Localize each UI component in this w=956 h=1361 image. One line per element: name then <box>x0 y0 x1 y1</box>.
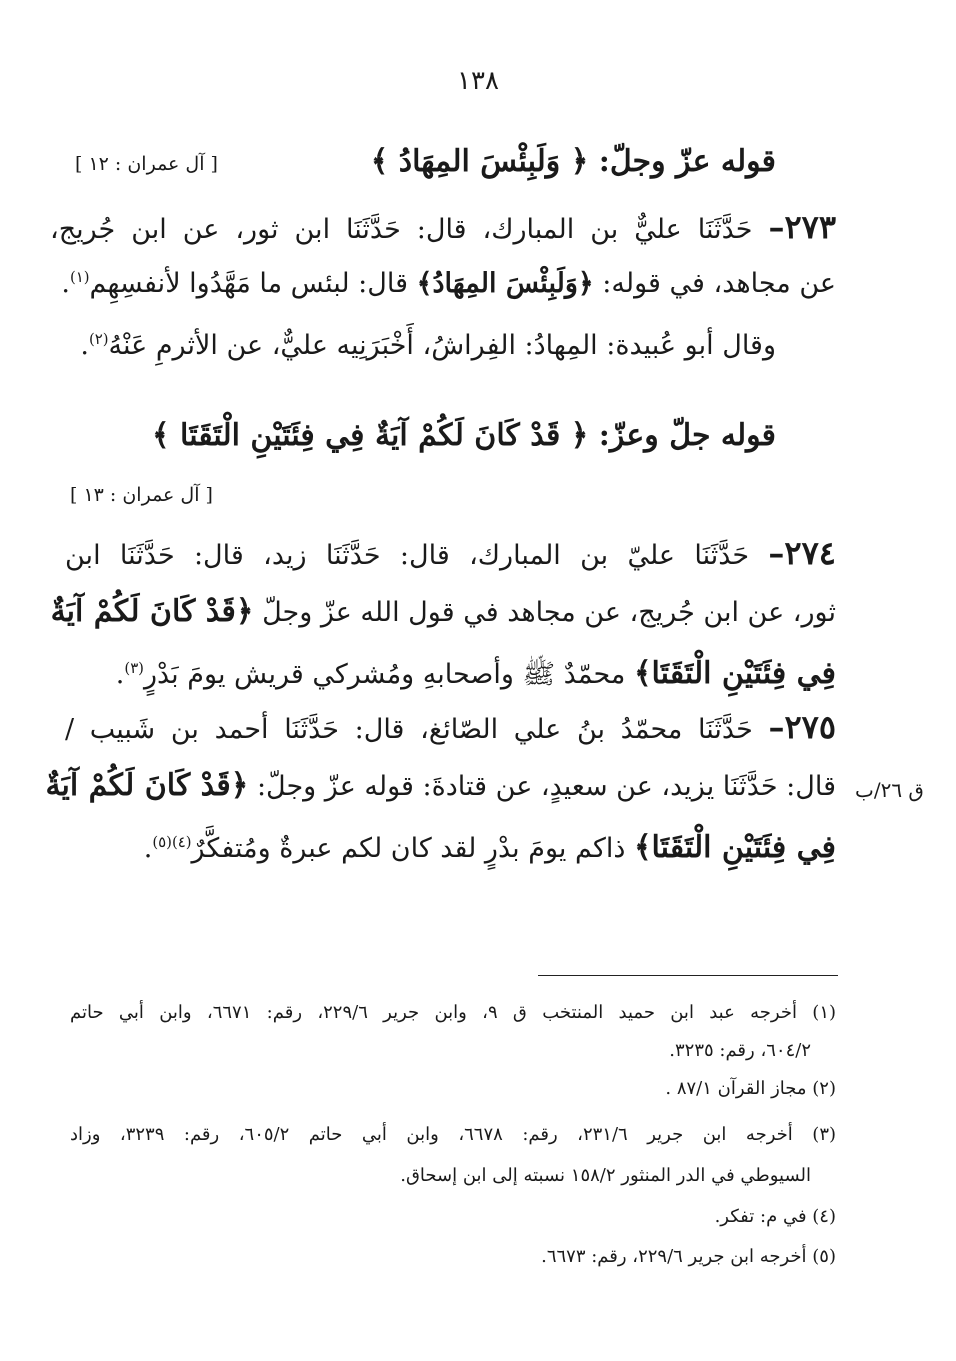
period: . <box>61 268 70 299</box>
isnad-text: حَدَّثَنَا عليٌّ بن المبارك، قال: حَدَّثَنَا ابن ثور، عن ابن جُريج، <box>50 214 753 245</box>
footnote-2: (٢) مجاز القرآن ٨٧/١ . <box>665 1078 836 1099</box>
quran-verse: ﴿قَدْ كَانَ لَكُمْ آيَةٌ <box>45 768 249 803</box>
footnote-ref: (٣) <box>124 659 144 677</box>
footnote-separator <box>538 975 838 976</box>
quran-verse: ﴿ قَدْ كَانَ لَكُمْ آيَةٌ فِي فِئَتَيْنِ الْتَقَتَا ﴾ <box>152 418 589 453</box>
hadith-number: ٢٧٣– <box>768 208 836 246</box>
hadith-273-line-3 <box>80 330 776 361</box>
text: ثور، عن ابن جُريج، عن مجاهد في قول الله عزّ وجلّ <box>262 597 836 628</box>
footnote-5: (٥) أخرجه ابن جرير ٢٢٩/٦، رقم: ٦٦٧٣. <box>541 1246 836 1267</box>
period: . <box>80 330 89 361</box>
period: . <box>143 833 153 864</box>
text: ذاكم يومَ بدْرٍ لقد كان لكم عبرةٌ ومُتفكَّرٌ <box>191 833 626 864</box>
isnad-text: حَدَّثَنَا عليّ بن المبارك، قال: حَدَّثَنَا زيد، قال: حَدَّثَنَا ابن <box>65 540 750 571</box>
text: وقال أبو عُبيدة: المِهادُ: الفِراشُ، أَخْبَرَنِيه عليٌّ، عن الأثرمِ عَنْهُ <box>108 330 776 361</box>
heading-intro: قوله جلّ وعزّ: <box>598 418 776 453</box>
text: قال: حَدَّثَنَا يزيد، عن سعيدٍ، عن قتادةَ: قوله عزّ وجلّ: <box>256 771 836 802</box>
heading-intro: قوله عزّ وجلّ: <box>598 144 776 179</box>
footnote-4: (٤) في م: تفكر. <box>714 1206 836 1227</box>
text: محمّدٌ ﷺ وأصحابهِ ومُشركي قريش يومَ بَدْرٍ <box>143 659 626 690</box>
quran-verse: ﴿ وَلَبِئْسَ المِهَادُ ﴾ <box>370 144 589 179</box>
quran-verse: ﴿قَدْ كَانَ لَكُمْ آيَةٌ <box>50 594 254 629</box>
text: عن مجاهد، في قوله: <box>602 268 836 299</box>
hadith-273-line-1 <box>50 208 836 246</box>
period: . <box>115 659 125 690</box>
hadith-274-line-2 <box>50 594 836 629</box>
manuscript-margin-note: ق ٢٦/ب <box>855 778 924 802</box>
hadith-274-line-1 <box>65 534 836 572</box>
page-number: ١٣٨ <box>457 66 499 96</box>
hadith-273-line-2 <box>61 268 836 299</box>
quran-verse: فِي فِئَتَيْنِ الْتَقَتَا﴾ <box>633 830 836 865</box>
heading-verse-2 <box>152 418 776 453</box>
hadith-number: ٢٧٤– <box>768 534 836 572</box>
surah-citation: [ آل عمران : ١٢ ] <box>75 153 218 175</box>
hadith-275-line-3 <box>144 830 836 865</box>
heading-verse-1 <box>371 144 776 179</box>
footnote-ref: (٢) <box>88 330 109 348</box>
quran-verse: ﴿وَلَبِئْسَ المِهَادُ﴾ <box>416 268 594 299</box>
footnote-3-line-1: (٣) أخرجه ابن جرير ٢٣١/٦، رقم: ٦٦٧٨، وابن أبي حاتم ٦٠٥/٢، رقم: ٣٢٣٩، وزاد <box>70 1124 837 1145</box>
text: قال: لبئس ما مَهَّدُوا لأنفسِهِم <box>89 268 409 299</box>
hadith-275-line-1 <box>65 708 836 746</box>
footnote-1-line-2: ٦٠٤/٢، رقم: ٣٢٣٥. <box>669 1040 811 1061</box>
hadith-number: ٢٧٥– <box>768 708 836 746</box>
isnad-text: حَدَّثَنَا محمّدُ بنُ علي الصّائغ، قال: حَدَّثَنَا أحمد بن شَبيب / <box>65 714 753 745</box>
quran-verse: فِي فِئَتَيْنِ الْتَقَتَا﴾ <box>633 656 836 691</box>
hadith-275-line-2 <box>45 768 836 803</box>
footnote-ref: (٤)(٥) <box>152 833 192 851</box>
hadith-274-line-3 <box>116 656 836 697</box>
footnote-1-line-1: (١) أخرجه عبد ابن حميد المنتخب ق ٩، وابن جرير ٢٢٩/٦، رقم: ٦٦٧١، وابن أبي حاتم <box>70 1002 837 1023</box>
footnote-ref: (١) <box>69 268 90 286</box>
footnote-3-line-2: السيوطي في الدر المنثور ١٥٨/٢ نسبته إلى ابن إسحاق. <box>400 1165 811 1186</box>
surah-citation: [ آل عمران : ١٣ ] <box>70 484 213 506</box>
